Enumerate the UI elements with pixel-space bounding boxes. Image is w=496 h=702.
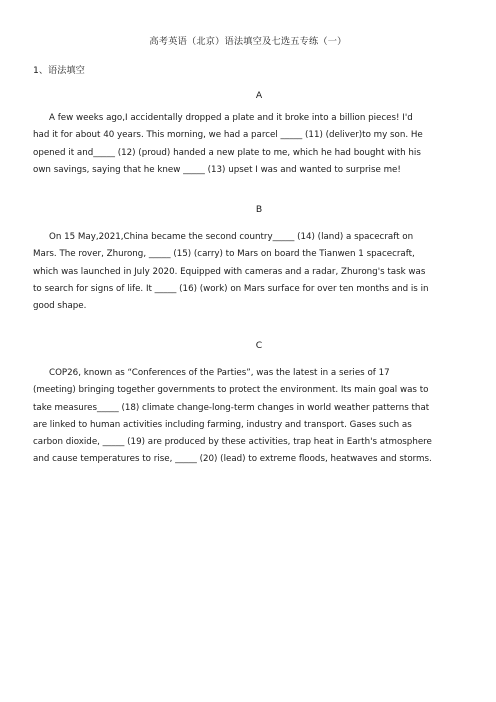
passage-line: carbon dioxide, _____ (19) are produced by these activities, trap heat in Earth's atmosphere xyxy=(33,437,432,448)
passage-line: opened it and_____ (12) (proud) handed a new plate to me, which he had bought with his xyxy=(33,147,421,158)
passage-line: good shape. xyxy=(33,301,87,312)
passage-c-label: C xyxy=(255,340,263,351)
passage-a xyxy=(33,110,469,179)
passage-line: to search for signs of life. It _____ (16) (work) on Mars surface for over ten months and is in xyxy=(33,283,429,294)
passage-line: and cause temperatures to rise, _____ (20) (lead) to extreme floods, heatwaves and storms. xyxy=(33,454,432,465)
passage-line: which was launched in July 2020. Equipped with cameras and a radar, Zhurong's task was xyxy=(33,266,426,277)
passage-line: On 15 May,2021,China became the second country_____ (14) (land) a spacecraft on xyxy=(49,232,414,242)
passage-a-label: A xyxy=(255,90,263,101)
passage-line: own savings, saying that he knew _____ (13) upset I was and wanted to surprise me! xyxy=(33,164,401,175)
passage-b xyxy=(33,229,469,315)
passage-line: take measures_____ (18) climate change-long-term changes in world weather patterns that xyxy=(33,402,430,413)
passage-line: A few weeks ago,I accidentally dropped a plate and it broke into a billion pieces! I'd xyxy=(49,113,413,123)
passage-c xyxy=(33,365,469,469)
passage-line: are linked to human activities including farming, industry and transport. Gases such as xyxy=(33,419,412,430)
passage-b-label: B xyxy=(255,204,263,215)
passage-line: had it for about 40 years. This morning, we had a parcel _____ (11) (deliver)to my son. He xyxy=(33,130,423,141)
passage-line: COP26, known as “Conferences of the Parties”, was the latest in a series of 17 xyxy=(49,368,390,378)
passage-line: (meeting) bringing together governments to protect the environment. Its main goal was to xyxy=(33,385,429,396)
passage-line: Mars. The rover, Zhurong, _____ (15) (carry) to Mars on board the Tianwen 1 spacecraft, xyxy=(33,249,415,260)
section-heading: 1、语法填空 xyxy=(33,65,85,76)
document-title: 高考英语（北京）语法填空及七选五专练（一） xyxy=(149,36,347,47)
